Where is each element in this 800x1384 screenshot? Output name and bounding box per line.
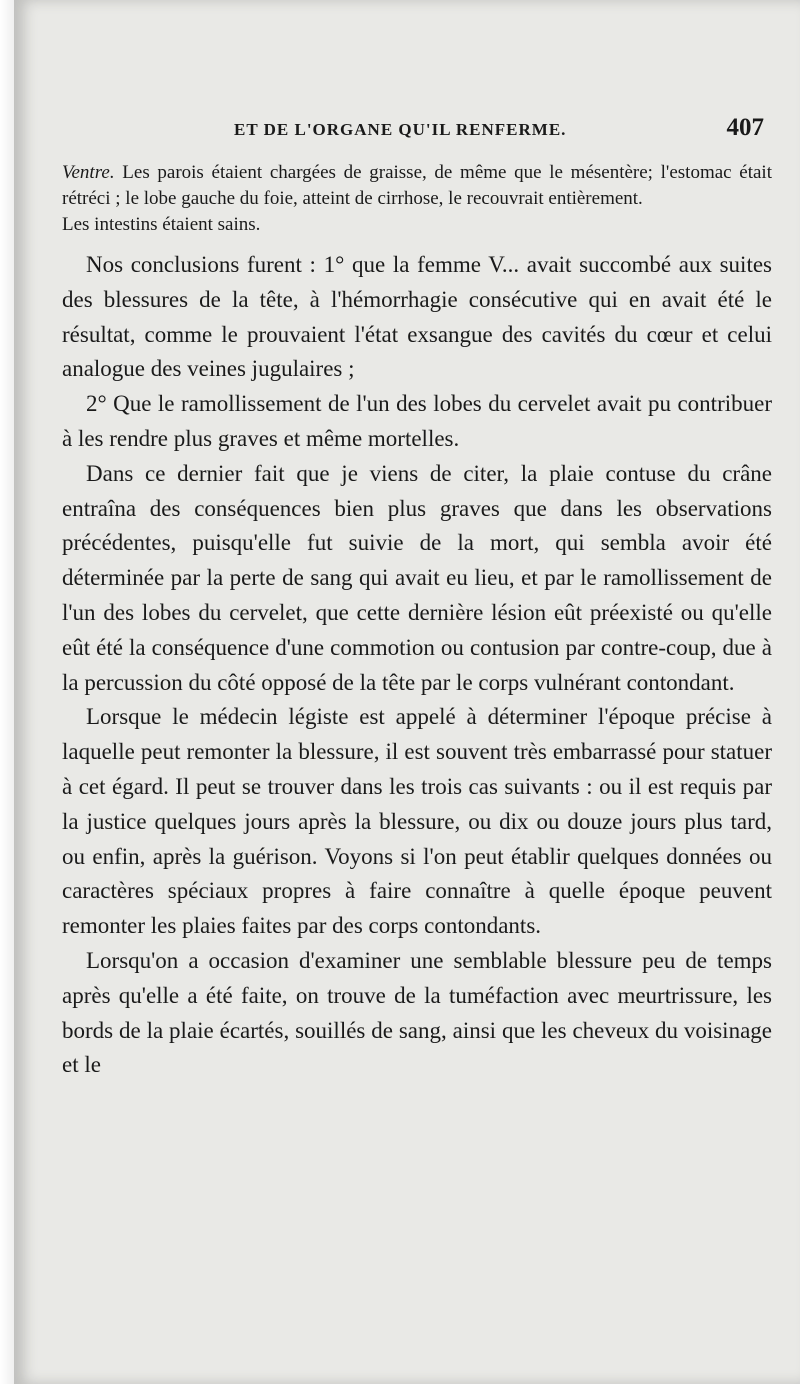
epoch-paragraph: Lorsque le médecin légiste est appelé à déterminer l'époque précise à laquelle peut remonter la blessure, il est souvent très embarrassé pour statuer à cet égard. Il peut se trouver dans les trois cas suivants : ou il est requis par la justice quelques jours après la blessure, ou dix ou douze jours plus tard, ou enfin, après la guérison. Voyons si l'on peut établir quelques données ou caractères spéciaux propres à faire connaître à quelle époque peuvent remonter les plaies faites par des corps contondants. [62,704,772,939]
page-body [62,160,772,1083]
book-page [14,0,800,1384]
intestins-line: Les intestins étaient sains. [62,214,261,235]
page-number: 407 [726,114,764,141]
examination-paragraph: Lorsqu'on a occasion d'examiner une semblable blessure peu de temps après qu'elle a été faite, on trouve de la tuméfaction avec meurtrissure, les bords de la plaie écartés, souillés de sang, ainsi que les cheveux du voisinage et le [62,947,772,1078]
second-conclusion-paragraph: 2° Que le ramollissement de l'un des lobes du cervelet avait pu contribuer à les rendre plus graves et même mortelles. [62,391,772,451]
page-header [74,114,764,148]
ventre-text: Les parois étaient chargées de graisse, de même que le mésentère; l'estomac était rétréci ; le lobe gauche du foie, atteint de cirrhose, le recouvrait entièrement. [62,162,772,209]
ventre-label: Ventre. [62,162,115,183]
page-edge [0,0,14,1384]
ventre-paragraph [62,160,772,212]
running-head: ET DE L'ORGANE QU'IL RENFERME. [234,120,567,139]
conclusions-paragraph: Nos conclusions furent : 1° que la femme V... avait succombé aux suites des blessures de la tête, à l'hémorrhagie consécutive qui en avait été le résultat, comme le prouvaient l'état exsangue des cavités du cœur et celui analogue des veines jugulaires ; [62,252,772,382]
discussion-paragraph: Dans ce dernier fait que je viens de citer, la plaie contuse du crâne entraîna des conséquences bien plus graves que dans les observations précédentes, puisqu'elle fut suivie de la mort, qui sembla avoir été déterminée par la perte de sang qui avait eu lieu, et par le ramollissement de l'un des lobes du cervelet, que cette dernière lésion eût préexisté ou qu'elle eût été la conséquence d'une commotion ou contusion par contre-coup, due à la percussion du côté opposé de la tête par le corps vulnérant contondant. [62,460,772,695]
